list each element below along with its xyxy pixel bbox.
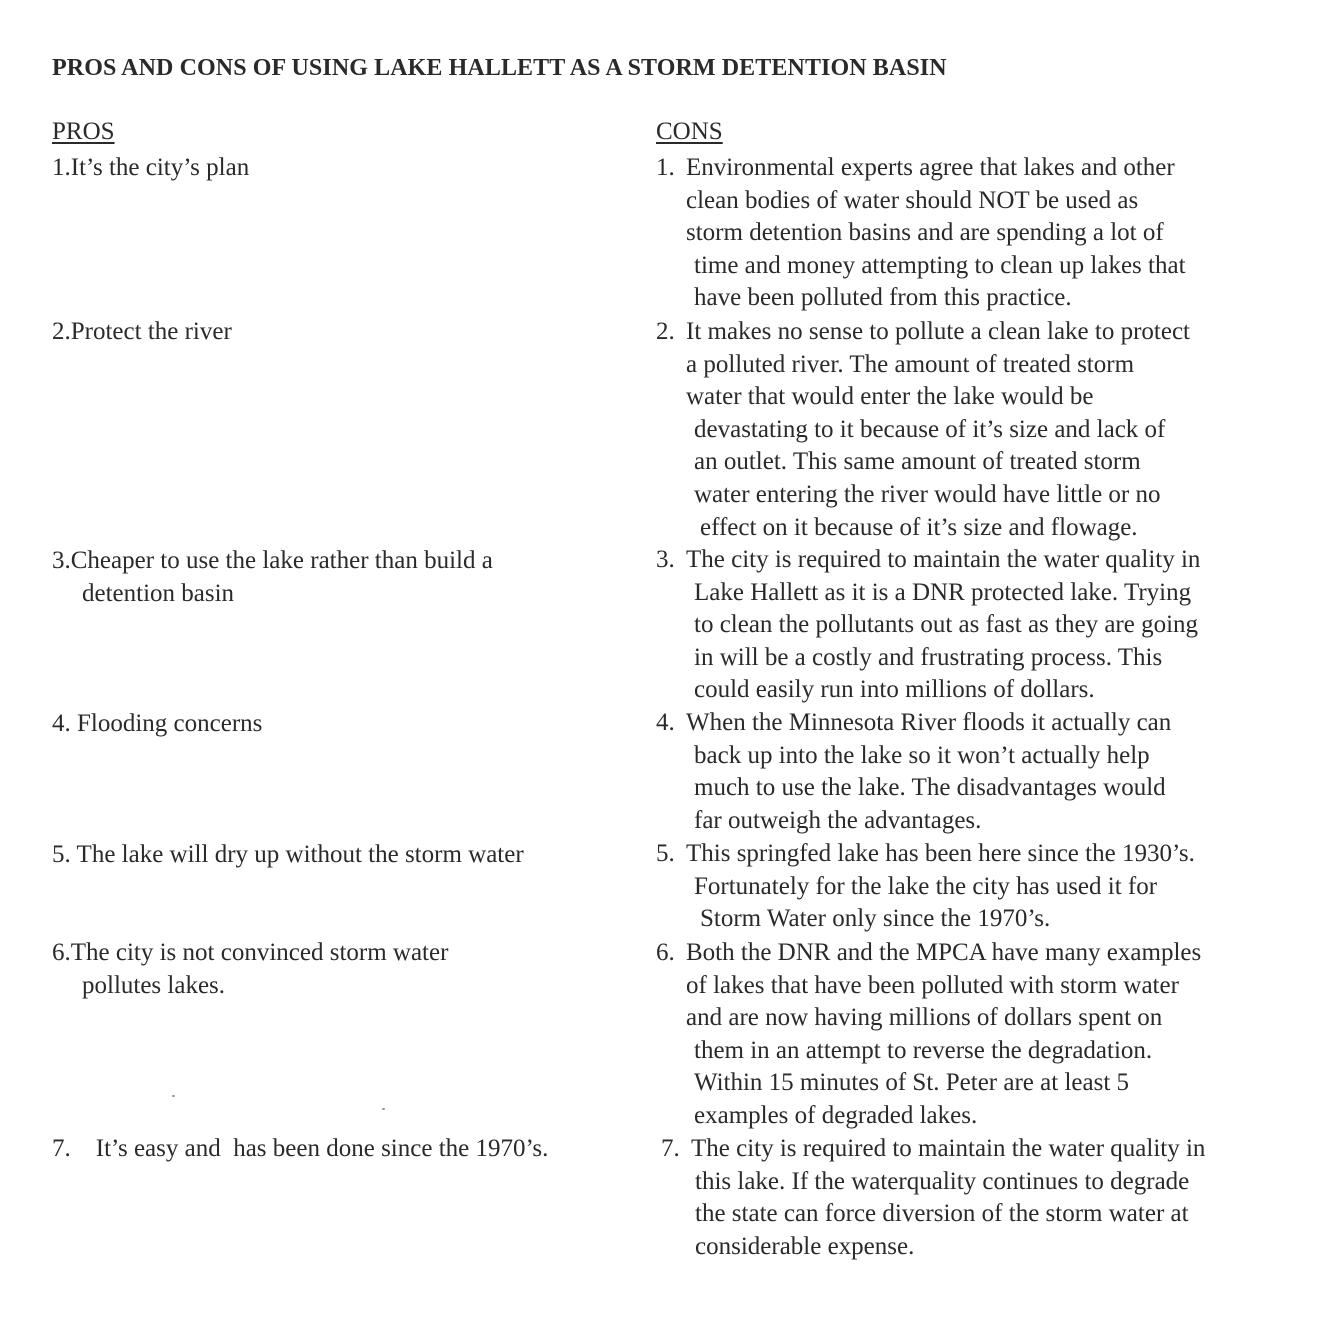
pro-item-1 xyxy=(52,151,622,184)
scan-speck xyxy=(172,1095,175,1097)
con-item-line: examples of degraded lakes. xyxy=(694,1101,978,1129)
con-item-2 xyxy=(656,316,1296,544)
con-item-number: 2. xyxy=(656,318,675,345)
con-item-line: clean bodies of water should NOT be used as xyxy=(686,186,1139,214)
pro-item-2 xyxy=(52,315,622,348)
con-item-line: storm detention basins and are spending a lot of xyxy=(686,219,1164,247)
con-item-line: When the Minnesota River floods it actually can xyxy=(686,709,1172,736)
con-item-line: It makes no sense to pollute a clean lake to protect xyxy=(686,318,1190,345)
con-item-line: an outlet. This same amount of treated storm xyxy=(694,448,1141,476)
con-item-line: Storm Water only since the 1970’s. xyxy=(700,905,1051,933)
con-item-line: them in an attempt to reverse the degradation. xyxy=(694,1036,1153,1064)
pro-item-line: pollutes lakes. xyxy=(82,972,226,999)
con-item-line: devastating to it because of it’s size and lack of xyxy=(694,415,1166,443)
con-item-line: The city is required to maintain the water quality in xyxy=(686,546,1201,573)
cons-heading: CONS xyxy=(656,118,723,145)
con-item-5 xyxy=(656,838,1296,936)
con-item-line: The city is required to maintain the water quality in xyxy=(691,1135,1206,1162)
con-item-number: 6. xyxy=(656,939,675,966)
con-item-1 xyxy=(656,152,1296,315)
pro-item-5 xyxy=(52,838,622,871)
pro-item-line: 1.It’s the city’s plan xyxy=(52,154,250,181)
pro-item-3 xyxy=(52,544,622,610)
con-item-line: could easily run into millions of dollars. xyxy=(694,676,1095,704)
con-item-line: much to use the lake. The disadvantages would xyxy=(694,774,1166,802)
con-item-line: in will be a costly and frustrating process. This xyxy=(694,643,1163,671)
con-item-number: 4. xyxy=(656,709,675,736)
con-item-line: water that would enter the lake would be xyxy=(686,383,1094,411)
pros-heading: PROS xyxy=(52,118,115,145)
con-item-line: Environmental experts agree that lakes and other xyxy=(686,154,1175,181)
con-item-3 xyxy=(656,544,1296,707)
con-item-number: 5. xyxy=(656,840,675,867)
con-item-number: 3. xyxy=(656,546,675,573)
pro-item-line: 5. The lake will dry up without the storm water xyxy=(52,841,524,868)
pro-item-4 xyxy=(52,707,622,740)
con-item-4 xyxy=(656,707,1296,837)
con-item-line: to clean the pollutants out as fast as they are going xyxy=(694,611,1199,639)
scan-speck xyxy=(382,1108,385,1110)
pro-item-line: detention basin xyxy=(82,580,235,607)
con-item-line: effect on it because of it’s size and flowage. xyxy=(700,513,1138,541)
con-item-line: Lake Hallett as it is a DNR protected lake. Trying xyxy=(694,578,1192,606)
pro-item-line: 6.The city is not convinced storm water xyxy=(52,939,449,966)
pro-item-6 xyxy=(52,936,622,1002)
document-title: PROS AND CONS OF USING LAKE HALLETT AS A STORM DETENTION BASIN xyxy=(52,55,947,81)
con-item-line: back up into the lake so it won’t actually help xyxy=(694,741,1150,769)
con-item-line: Fortunately for the lake the city has used it for xyxy=(694,872,1158,900)
pro-item-line: 3.Cheaper to use the lake rather than build a xyxy=(52,547,493,574)
con-item-line: far outweigh the advantages. xyxy=(694,806,982,834)
con-item-6 xyxy=(656,937,1296,1133)
con-item-line: Within 15 minutes of St. Peter are at least 5 xyxy=(694,1069,1130,1097)
con-item-line: the state can force diversion of the storm water at xyxy=(695,1200,1189,1228)
pro-item-7 xyxy=(52,1132,622,1165)
con-item-line: considerable expense. xyxy=(695,1232,915,1260)
con-item-number: 1. xyxy=(656,154,675,181)
pro-item-line: 4. Flooding concerns xyxy=(52,710,263,737)
con-item-line: water entering the river would have little or no xyxy=(694,480,1161,508)
con-item-line: This springfed lake has been here since the 1930’s. xyxy=(686,840,1195,867)
pro-item-line: 7. It’s easy and has been done since the 1970’s. xyxy=(52,1135,549,1162)
con-item-line: time and money attempting to clean up lakes that xyxy=(694,251,1186,279)
con-item-7 xyxy=(661,1133,1301,1263)
con-item-line: and are now having millions of dollars spent on xyxy=(686,1004,1163,1032)
con-item-line: have been polluted from this practice. xyxy=(694,284,1072,312)
con-item-line: a polluted river. The amount of treated storm xyxy=(686,350,1135,378)
con-item-line: of lakes that have been polluted with storm water xyxy=(686,971,1179,999)
con-item-line: Both the DNR and the MPCA have many examples xyxy=(686,939,1202,966)
con-item-number: 7. xyxy=(661,1135,680,1162)
pro-item-line: 2.Protect the river xyxy=(52,318,232,345)
con-item-line: this lake. If the waterquality continues to degrade xyxy=(695,1167,1190,1195)
